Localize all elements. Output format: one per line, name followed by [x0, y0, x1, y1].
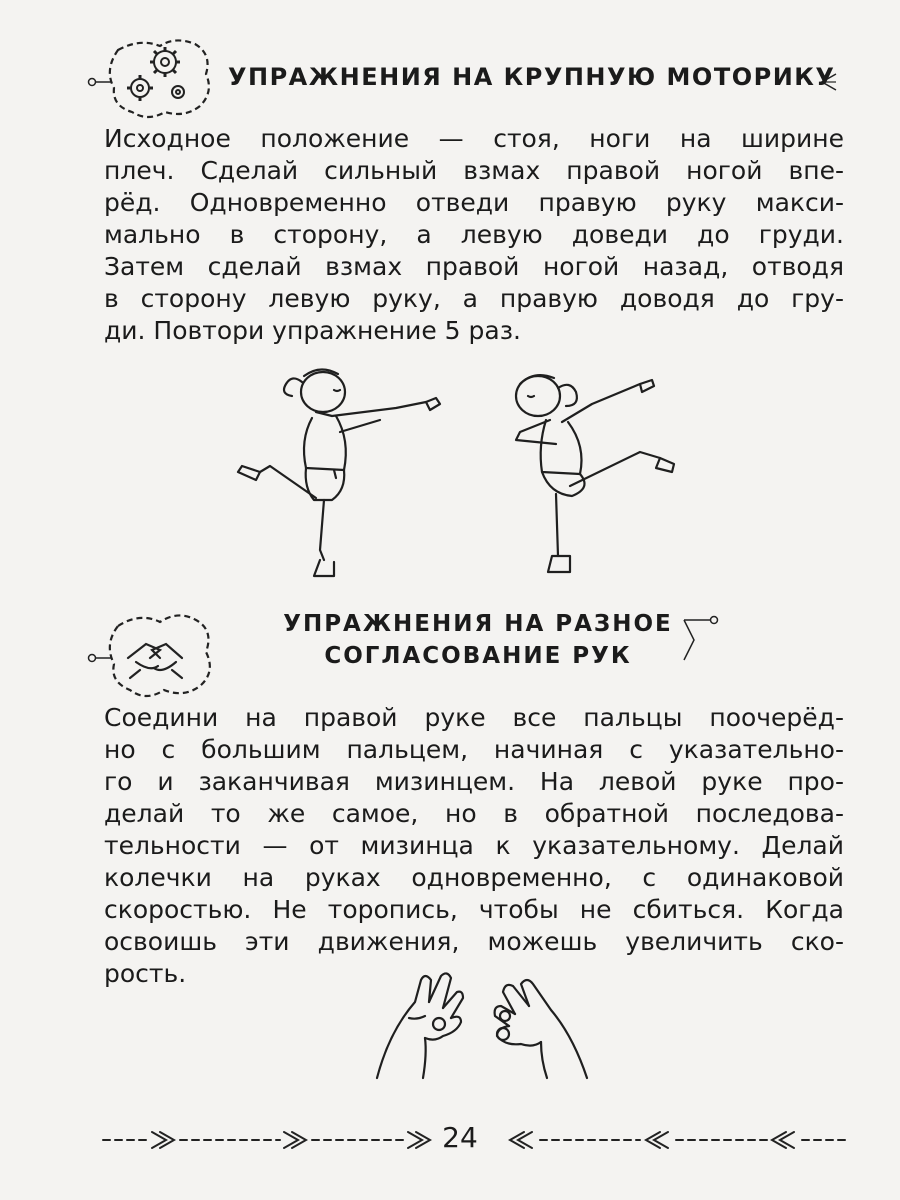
text-line: Затем сделай взмах правой ногой назад, отводя	[104, 252, 844, 281]
text-line: ди. Повтори упражнение 5 раз.	[104, 316, 521, 345]
hands-icon	[128, 644, 182, 678]
exercise-instructions	[104, 123, 844, 347]
left-hand-figure	[377, 973, 463, 1078]
text-line: но с большим пальцем, начиная с указательно-	[104, 735, 844, 764]
text-line: плеч. Сделай сильный взмах правой ногой впе-	[104, 156, 844, 185]
section-header-hand-coordination	[0, 600, 900, 710]
finger-rings-illustration	[365, 962, 595, 1080]
text-line: го и заканчивая мизинцем. На левой руке про-	[104, 767, 844, 796]
text-line: колечки на руках одновременно, с одинаковой	[104, 863, 844, 892]
text-line: рёд. Одновременно отведи правую руку макси-	[104, 188, 844, 217]
text-line: освоишь эти движения, можешь увеличить ско-	[104, 927, 844, 956]
exercise-instructions	[104, 702, 844, 990]
section-title-line-1: УПРАЖНЕНИЯ НА РАЗНОЕ	[283, 611, 673, 637]
girl-left-figure	[238, 369, 440, 576]
text-line: в сторону левую руку, а правую доводя до гру-	[104, 284, 844, 313]
girl-right-figure	[516, 375, 674, 572]
text-line: делай то же самое, но в обратной последова-	[104, 799, 844, 828]
text-line: Исходное положение — стоя, ноги на ширине	[104, 124, 844, 153]
text-line: мально в сторону, а левую доведи до груди.	[104, 220, 844, 249]
right-hand-figure	[495, 980, 587, 1078]
girls-exercise-illustration	[220, 360, 720, 585]
section-header-gross-motor	[0, 30, 900, 120]
section-title-line-2: СОГЛАСОВАНИЕ РУК	[324, 643, 632, 669]
text-line: Соедини на правой руке все пальцы поочерёд-	[104, 703, 844, 732]
text-line: тельности — от мизинца к указательному. Делай	[104, 831, 844, 860]
text-line: рость.	[104, 959, 187, 988]
gears-icon	[127, 47, 184, 101]
page-number: 24	[442, 1121, 478, 1154]
text-line: скоростью. Не торопись, чтобы не сбиться. Когда	[104, 895, 844, 924]
section-title: УПРАЖНЕНИЯ НА КРУПНУЮ МОТОРИКУ	[228, 63, 836, 91]
page-footer	[0, 1115, 900, 1165]
